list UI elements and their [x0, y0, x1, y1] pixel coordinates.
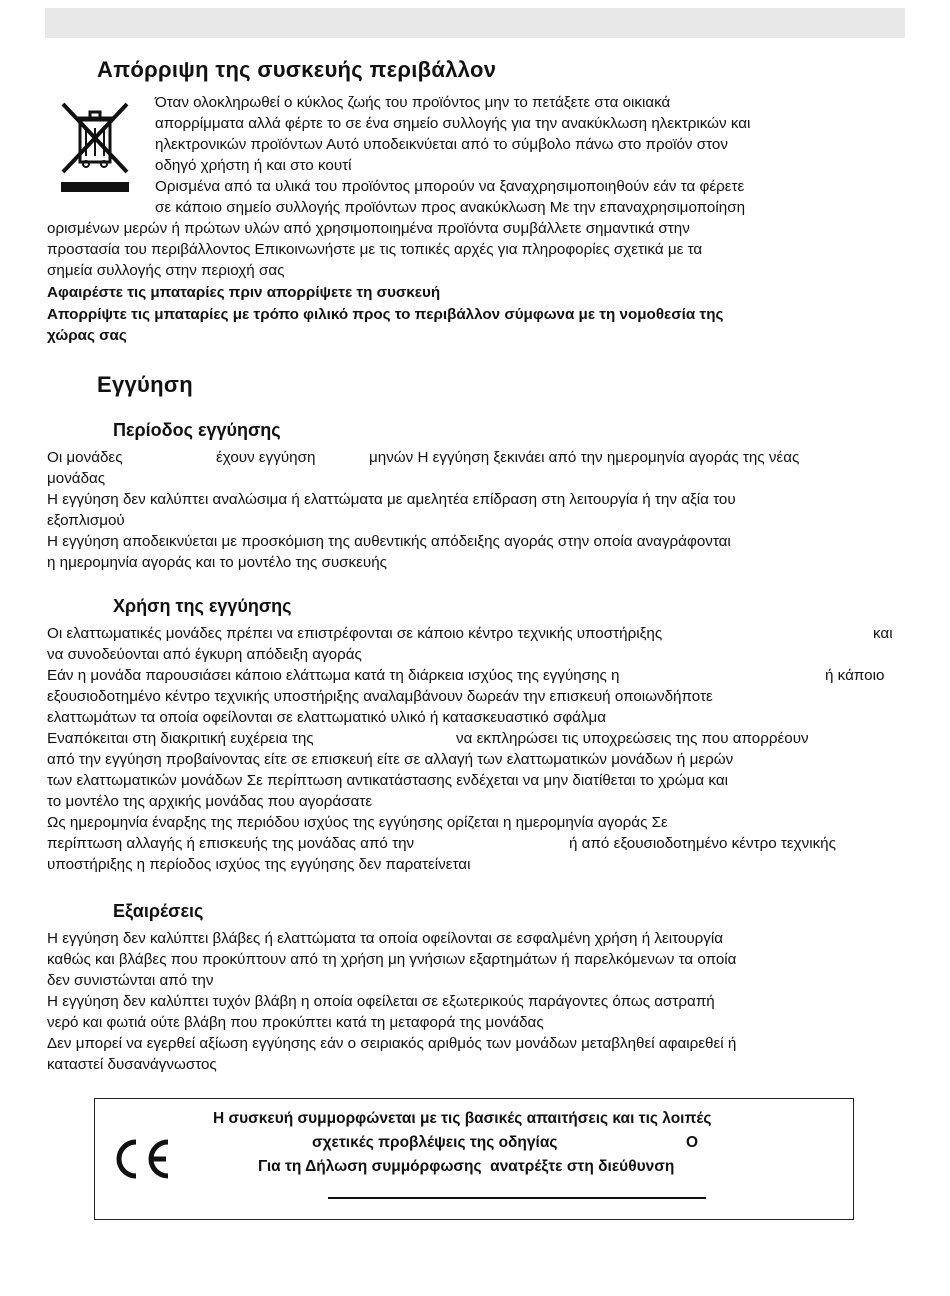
text-line: προστασία του περιβάλλοντος Επικοινωνήστε με τις τοπικές αρχές για πληροφορίες σχετικά με τα	[47, 241, 703, 258]
text-fragment: μηνών Η εγγύηση ξεκινάει από την ημερομηνία αγοράς της νέας	[369, 449, 800, 466]
text-line: εξουσιοδοτημένο κέντρο τεχνικής υποστήριξης αναλαμβάνουν δωρεάν την επισκευή οποιωνδήποτε	[47, 688, 713, 705]
text-line: ορισμένων μερών ή πρώτων υλών από χρησιμοποιημένα προϊόντα συμβάλλετε σημαντικά στην	[47, 220, 690, 237]
text-line: δεν συνιστώνται από την	[47, 972, 214, 989]
compliance-line: Ο	[686, 1134, 699, 1151]
disposal-full-text	[47, 218, 723, 346]
warranty-usage-text	[47, 623, 907, 875]
text-line: καταστεί δυσανάγνωστος	[47, 1056, 217, 1073]
text-line: Η εγγύηση δεν καλύπτει τυχόν βλάβη η οποία οφείλεται σε εξωτερικούς παράγοντες όπως αστραπή	[47, 993, 715, 1010]
text-line: Ως ημερομηνία έναρξης της περιόδου ισχύος της εγγύησης ορίζεται η ημερομηνία αγοράς Σε	[47, 814, 668, 831]
header-bar	[45, 8, 905, 38]
text-fragment: ή από εξουσιοδοτημένο κέντρο τεχνικής	[569, 835, 836, 852]
text-line: υποστήριξης η περίοδος ισχύος της εγγύησης δεν παρατείνεται	[47, 856, 471, 873]
compliance-line: Η συσκευή συμμορφώνεται με τις βασικές απαιτήσεις και τις λοιπές	[213, 1110, 712, 1127]
text-line: μονάδας	[47, 470, 106, 487]
text-line: Η εγγύηση δεν καλύπτει αναλώσιμα ή ελαττώματα με αμελητέα επίδραση στη λειτουργία ή την αξία του	[47, 491, 736, 508]
warranty-exceptions-text	[47, 928, 907, 1075]
text-fragment: έχουν εγγύηση	[216, 449, 316, 466]
text-line: Όταν ολοκληρωθεί ο κύκλος ζωής του προϊόντος μην το πετάξετε στα οικιακά	[155, 94, 671, 111]
text-line: Η εγγύηση αποδεικνύεται με προσκόμιση της αυθεντικής απόδειξης αγοράς στην οποία αναγράφονται	[47, 533, 731, 550]
text-fragment: ή κάποιο	[825, 667, 885, 684]
text-line: το μοντέλο της αρχικής μονάδας που αγοράσατε	[47, 793, 373, 810]
text-line: να συνοδεύονται από έγκυρη απόδειξη αγοράς	[47, 646, 362, 663]
warranty-period-text	[47, 447, 907, 573]
text-fragment: Οι ελαττωματικές μονάδες πρέπει να επιστρέφονται σε κάποιο κέντρο τεχνικής υποστήριξης	[47, 625, 663, 642]
compliance-line: σχετικές προβλέψεις της οδηγίας	[312, 1134, 558, 1151]
text-line: ελαττωμάτων τα οποία οφείλονται σε ελαττωματικό υλικό ή κατασκευαστικό σφάλμα	[47, 709, 607, 726]
text-line: ηλεκτρονικών προϊόντων Αυτό υποδεικνύεται από το σύμβολο πάνω στο προϊόν στον	[155, 136, 728, 153]
text-line: σημεία συλλογής στην περιοχή σας	[47, 262, 285, 279]
text-line: των ελαττωματικών μονάδων Σε περίπτωση αντικατάστασης ενδέχεται να μην διατίθεται το χρώμα και	[47, 772, 728, 789]
text-line	[47, 665, 907, 686]
text-fragment: Εάν η μονάδα παρουσιάσει κάποιο ελάττωμα κατά τη διάρκεια ισχύος της εγγύησης η	[47, 667, 620, 684]
warranty-exceptions-title: Εξαιρέσεις	[113, 901, 204, 921]
text-line	[47, 728, 907, 749]
text-fragment: να εκπληρώσει τις υποχρεώσεις της που απορρέουν	[456, 730, 809, 747]
text-line: απορρίμματα αλλά φέρτε το σε ένα σημείο συλλογής για την ανακύκλωση ηλεκτρικών και	[155, 115, 751, 132]
disposal-title: Απόρριψη της συσκευής περιβάλλον	[97, 57, 497, 82]
warranty-title: Εγγύηση	[97, 372, 193, 397]
disposal-indented-text	[155, 92, 750, 218]
text-line: Η εγγύηση δεν καλύπτει βλάβες ή ελαττώματα τα οποία οφείλονται σε εσφαλμένη χρήση ή λειτουργία	[47, 930, 724, 947]
warranty-period-title: Περίοδος εγγύησης	[113, 420, 281, 440]
compliance-line: Για τη Δήλωση συμμόρφωσης ανατρέξτε στη διεύθυνση	[258, 1158, 675, 1175]
battery-notice: Αφαιρέστε τις μπαταρίες πριν απορρίψετε τη συσκευή	[47, 284, 441, 301]
text-line: Ορισμένα από τα υλικά του προϊόντος μπορούν να ξαναχρησιμοποιηθούν εάν τα φέρετε	[155, 178, 745, 195]
text-line	[47, 623, 907, 644]
text-line: εξοπλισμού	[47, 512, 125, 529]
text-fragment: περίπτωση αλλαγής ή επισκευής της μονάδας από την	[47, 835, 415, 852]
text-line	[47, 833, 907, 854]
text-line: νερό και φωτιά ούτε βλάβη που προκύπτει κατά τη μεταφορά της μονάδας	[47, 1014, 544, 1031]
weee-bin-icon	[57, 98, 133, 194]
battery-notice: Απορρίψτε τις μπαταρίες με τρόπο φιλικό προς το περιβάλλον σύμφωνα με τη νομοθεσία της	[47, 306, 724, 323]
text-line: από την εγγύηση προβαίνοντας είτε σε επισκευή είτε σε αλλαγή των ελαττωματικών μονάδων ή μερών	[47, 751, 734, 768]
text-fragment: Οι μονάδες	[47, 449, 123, 466]
text-line: σε κάποιο σημείο συλλογής προϊόντων προς ανακύκλωση Με την επαναχρησιμοποίηση	[155, 199, 746, 216]
text-line: η ημερομηνία αγοράς και το μοντέλο της συσκευής	[47, 554, 387, 571]
text-line: Δεν μπορεί να εγερθεί αξίωση εγγύησης εάν ο σειριακός αριθμός των μονάδων μεταβληθεί αφαιρεθεί ή	[47, 1035, 737, 1052]
text-fragment: και	[873, 625, 893, 642]
text-line: οδηγό χρήστη ή και στο κουτί	[155, 157, 352, 174]
text-line: καθώς και βλάβες που προκύπτουν από τη χρήση μη γνήσιων εξαρτημάτων ή παρελκόμενων τα οποία	[47, 951, 737, 968]
url-placeholder-line	[328, 1197, 706, 1199]
warranty-usage-title: Χρήση της εγγύησης	[113, 596, 292, 616]
text-fragment: Εναπόκειται στη διακριτική ευχέρεια της	[47, 730, 314, 747]
text-line	[47, 447, 907, 468]
battery-notice: χώρας σας	[47, 327, 127, 344]
ce-mark-icon	[112, 1136, 172, 1182]
